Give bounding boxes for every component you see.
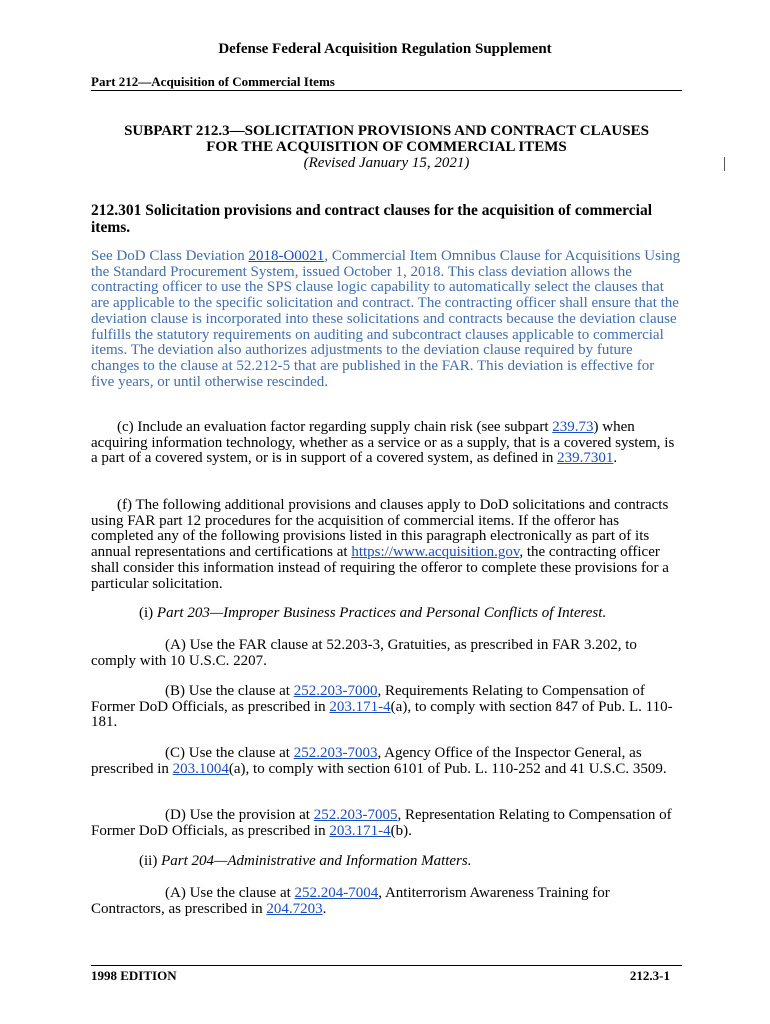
- paragraph-c-text: (c) Include an evaluation factor regarding supply chain risk (see subpart: [117, 419, 553, 435]
- paragraph-i-c-text-2: , Agency Office of the Inspector General, as prescribed in: [91, 745, 642, 777]
- paragraph-i-a: (A) Use the FAR clause at 52.203-3, Gratuities, as prescribed in FAR 3.202, to comply with 10 U.S.C. 2207.: [91, 637, 637, 669]
- subpart-heading-line2: FOR THE ACQUISITION OF COMMERCIAL ITEMS: [206, 139, 567, 155]
- paragraph-ii-a-text: (A) Use the clause at: [165, 885, 295, 901]
- link-239-73[interactable]: 239.73: [552, 419, 594, 435]
- link-252-204-7004[interactable]: 252.204-7004: [294, 885, 379, 901]
- paragraph-i: [91, 606, 681, 622]
- subpart-heading: [91, 123, 682, 155]
- paragraph-i-label: (i): [139, 605, 157, 621]
- paragraph-i-title: Part 203—Improper Business Practices and Personal Conflicts of Interest.: [156, 605, 607, 621]
- paragraph-i-d: [91, 808, 681, 839]
- paragraph-i-d-text-2: , Representation Relating to Compensation of Former DoD Officials, as prescribed in: [91, 807, 672, 839]
- link-204-7203[interactable]: 204.7203: [266, 900, 323, 917]
- paragraph-c-text-3: .: [613, 450, 618, 467]
- revision-date: (Revised January 15, 2021): [303, 155, 470, 171]
- link-252-203-7003[interactable]: 252.203-7003: [293, 745, 378, 761]
- paragraph-ii-a-text-2: , Antiterrorism Awareness Training for Contractors, as prescribed in: [91, 885, 610, 917]
- paragraph-i-d-text-3: (b).: [390, 822, 412, 839]
- link-203-171-4-b[interactable]: 203.171-4: [329, 822, 391, 839]
- edition-label: 1998 EDITION: [91, 968, 177, 983]
- part-title: Part 212—Acquisition of Commercial Items: [91, 74, 335, 89]
- change-bar: [724, 157, 725, 171]
- header-rule: [91, 90, 682, 91]
- paragraph-ii-a-text-3: .: [322, 900, 327, 917]
- link-252-203-7005[interactable]: 252.203-7005: [313, 807, 398, 823]
- paragraph-c-text-2: ) when acquiring information technology, whether as a service or as a supply, that is a covered system, is a part of a covered system, or is in support of a covered system, as defined in: [91, 419, 675, 467]
- deviation-text-pre: See DoD Class Deviation: [91, 248, 249, 264]
- paragraph-ii-label: (ii): [139, 853, 162, 869]
- paragraph-i-b-text-3: (a), to comply with section 847 of Pub. L. 110-181.: [91, 698, 673, 731]
- link-203-171-4[interactable]: 203.171-4: [329, 698, 391, 715]
- footer-rule: [91, 965, 682, 966]
- link-203-1004[interactable]: 203.1004: [172, 760, 229, 777]
- paragraph-ii-title: Part 204—Administrative and Information Matters.: [161, 853, 472, 869]
- paragraph-c: [91, 420, 681, 467]
- paragraph-i-c-text-3: (a), to comply with section 6101 of Pub. L. 110-252 and 41 U.S.C. 3509.: [228, 760, 667, 777]
- paragraph-i-d-text: (D) Use the provision at: [165, 807, 314, 823]
- paragraph-i-c: [91, 746, 681, 777]
- page-number: 212.3-1: [629, 968, 670, 983]
- paragraph-i-c-text: (C) Use the clause at: [165, 745, 294, 761]
- paragraph-ii: [91, 854, 681, 870]
- paragraph-i-b-text-2: , Requirements Relating to Compensation of Former DoD Officials, as prescribed in: [91, 683, 645, 715]
- paragraph-f-text: (f) The following additional provisions and clauses apply to DoD solicitations and contracts using FAR part 12 procedures for the acquisition of commercial items. If the offeror has completed any of the following provisions listed in this paragraph electronically as part of its annual representations and certifications at: [91, 497, 669, 561]
- subpart-heading-line1: SUBPART 212.3—SOLICITATION PROVISIONS AND CONTRACT CLAUSES: [124, 123, 649, 139]
- acquisition-gov-link[interactable]: https://www.acquisition.gov: [351, 544, 520, 561]
- class-deviation-note: [91, 249, 681, 390]
- link-252-203-7000[interactable]: 252.203-7000: [293, 683, 378, 699]
- paragraph-ii-a: [91, 886, 681, 917]
- paragraph-f: [91, 498, 681, 592]
- section-heading: 212.301 Solicitation provisions and contract clauses for the acquisition of commercial items.: [91, 202, 652, 236]
- paragraph-i-b: [91, 684, 681, 731]
- deviation-text-post: , Commercial Item Omnibus Clause for Acquisitions Using the Standard Procurement System, issued October 1, 2018. This class deviation allows the contracting officer to use the SPS clause logic capability to automatically select the clauses that are applicable to the specific solicitation and contract. The contracting officer shall ensure that the deviation clause is incorporated into these solicitations and contracts because the deviation clause fulfills the statutory requirements on auditing and subcontract clauses applicable to commercial items. The deviation also authorizes adjustments to the deviation clause required by future changes to the clause at 52.212-5 that are published in the FAR. This deviation is effective for five years, or until otherwise rescinded.: [91, 248, 681, 390]
- document-title: Defense Federal Acquisition Regulation Supplement: [218, 41, 552, 57]
- paragraph-i-b-text: (B) Use the clause at: [165, 683, 294, 699]
- deviation-link[interactable]: 2018-O0021: [248, 248, 325, 264]
- link-239-7301[interactable]: 239.7301: [557, 450, 614, 467]
- paragraph-f-text-2: , the contracting officer shall consider this information instead of requiring the offeror to complete these provisions for a particular solicitation.: [91, 544, 669, 592]
